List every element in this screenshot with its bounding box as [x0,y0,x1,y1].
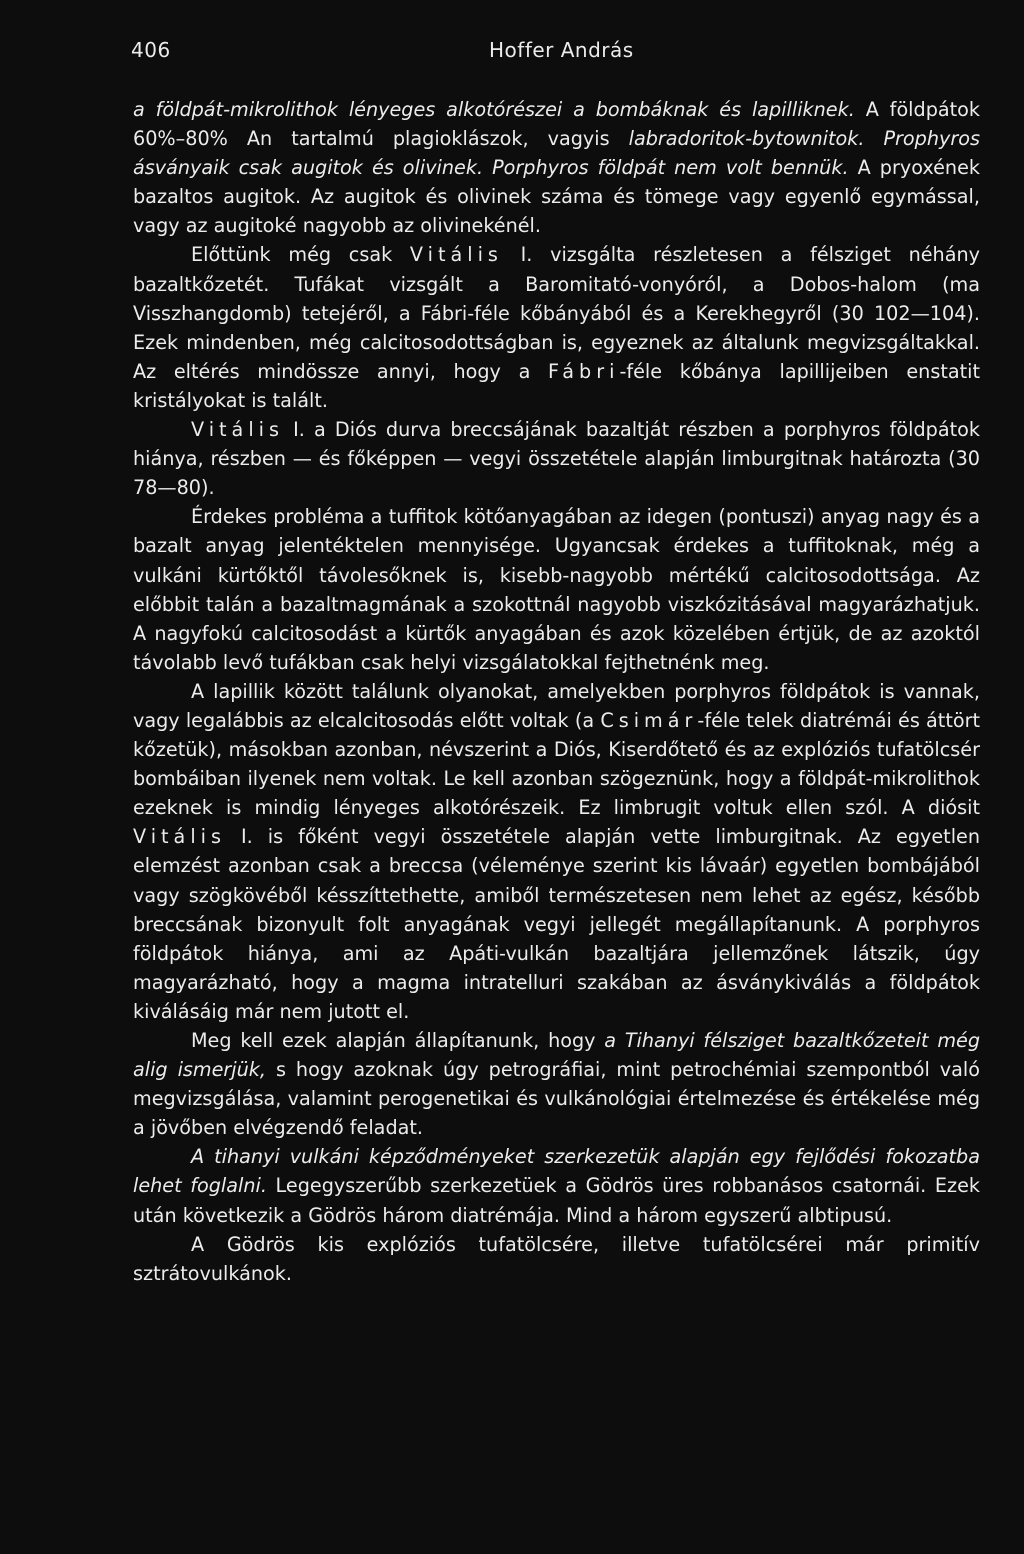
spaced-name: Csimár [600,708,698,732]
spaced-name: Vitális [191,418,284,442]
text-run: I. is főként vegyi összetétele alapján vette limburgitnak. Az egyetlen elemzést azonban csak a breccsa (véleménye szerint kis lávaár) egyetlen bombájából vagy szögkövéből késszíttethette, amiből természetesen nem lehet az egész, később breccsának bizonyult folt anyagának vegyi jellegét megállapítanunk. A porphyros földpátok hiánya, ami az Apáti-vulkán bazaltjára jellemzőnek látszik, úgy magyarázható, hogy a magma intratelluri szakában az ásványkiválás a földpátok kiválásáig már nem jutott el. [133,825,980,1023]
page-header [131,38,886,72]
paragraph-8: A Gödrös kis explóziós tufatölcsére, illetve tufatölcsérei már primitív sztrátovulkánok. [133,1232,980,1285]
italic-run: a földpát-mikrolithok lényeges alkotórészei a bombáknak és lapilliknek. [133,98,855,121]
text-run: I. a Diós durva breccsájának bazaltját részben a porphyros földpátok hiánya, részben — és főképpen — vegyi összetétele alapján limburgitnak határozta (30 78—80). [133,418,980,500]
text-run: A földpátok 60%–80% An tartalmú plagioklászok, vagyis [133,98,980,151]
paragraph-5 [133,677,980,1026]
italic-run: A tihanyi vulkáni képződményeket szerkezetük alapján egy fejlődési fokozatba lehet foglalni. [133,1145,980,1198]
spaced-name: Vitális [133,825,226,849]
paragraph-2 [133,240,980,415]
body-text [133,95,980,1288]
spaced-name: Fábri [548,359,620,383]
paragraph-1 [133,95,980,240]
text-run: -féle telek diatrémái és áttört kőzetük), másokban azonban, névszerint a Diós, Kiserdőtető és az explóziós tufatölcsér bombáiban ilyenek nem voltak. Le kell azonban szögeznünk, hogy a földpát-mikrolithok ezeknek is mindig lényeges alkotórészeik. Ez limbrugit voltuk ellen szól. A diósit [133,708,980,820]
text-run: Előttünk még csak [191,243,410,267]
text-run: Meg kell ezek alapján állapítanunk, hogy [191,1029,605,1052]
text-run: Legegyszerűbb szerkezetüek a Gödrös üres robbanásos csatornái. Ezek után következik a Gödrös három diatrémája. Mind a három egyszerű albtipusú. [133,1174,980,1227]
text-run: A lapillik között találunk olyanokat, amelyekben porphyros földpátok is vannak, vagy legalábbis az elcalcitosodás előtt voltak (a [133,679,980,732]
paragraph-4: Érdekes probléma a tuffitok kötőanyagában az idegen (pontuszi) anyag nagy és a bazalt anyag jelentéktelen mennyisége. Ugyancsak érdekes a tuffitoknak, még a vulkáni kürtőktől távolesőknek is, kisebb-nagyobb mértékű calcitosodottsága. Az előbbit talán a bazaltmagmának a szokottnál nagyobb viszkózitásával magyarázhatjuk. A nagyfokú calcitosodást a kürtők anyagában és azok közelében értjük, de az azoktól távolabb levő tufákban csak helyi vizsgálatokkal fejthetnénk meg. [133,505,980,674]
text-run: s hogy azoknak úgy petrográfiai, mint petrochémiai szempontból való megvizsgálása, valamint perogenetikai és vulkánológiai értelmezése és értékelése még a jövőben elvégzendő feladat. [133,1058,980,1140]
paragraph-6 [133,1026,980,1142]
paragraph-7 [133,1142,980,1229]
italic-run: labradoritok-bytownitok. Prophyros ásványaik csak augitok és olivinek. Porphyros földpát nem volt bennük. [133,127,980,180]
text-run: A pryoxének bazaltos augitok. Az augitok és olivinek száma és tömege vagy egyenlő egymással, vagy az augitoké nagyobb az olivinekénél. [133,156,980,238]
running-head-author: Hoffer András [489,38,634,62]
spaced-name: Vitális [409,243,503,267]
italic-run: a Tihanyi félsziget bazaltkőzeteit még alig ismerjük, [133,1029,980,1082]
paragraph-3 [133,415,980,502]
page-number: 406 [131,38,171,62]
text-run: -féle kőbánya lapillijeiben enstatit kristályokat is talált. [133,359,980,412]
text-run: I. vizsgálta részletesen a félsziget néhány bazaltkőzetét. Tufákat vizsgált a Baromitató-vonyóról, a Dobos-halom (ma Visszhangdomb) tetejéről, a Fábri-féle kőbányából és a Kerekhegyről (30 102—104). Ezek mindenben, még calcitosodottságban is, egyeznek az általunk megvizsgáltakkal. Az eltérés mindössze annyi, hogy a [133,243,980,383]
